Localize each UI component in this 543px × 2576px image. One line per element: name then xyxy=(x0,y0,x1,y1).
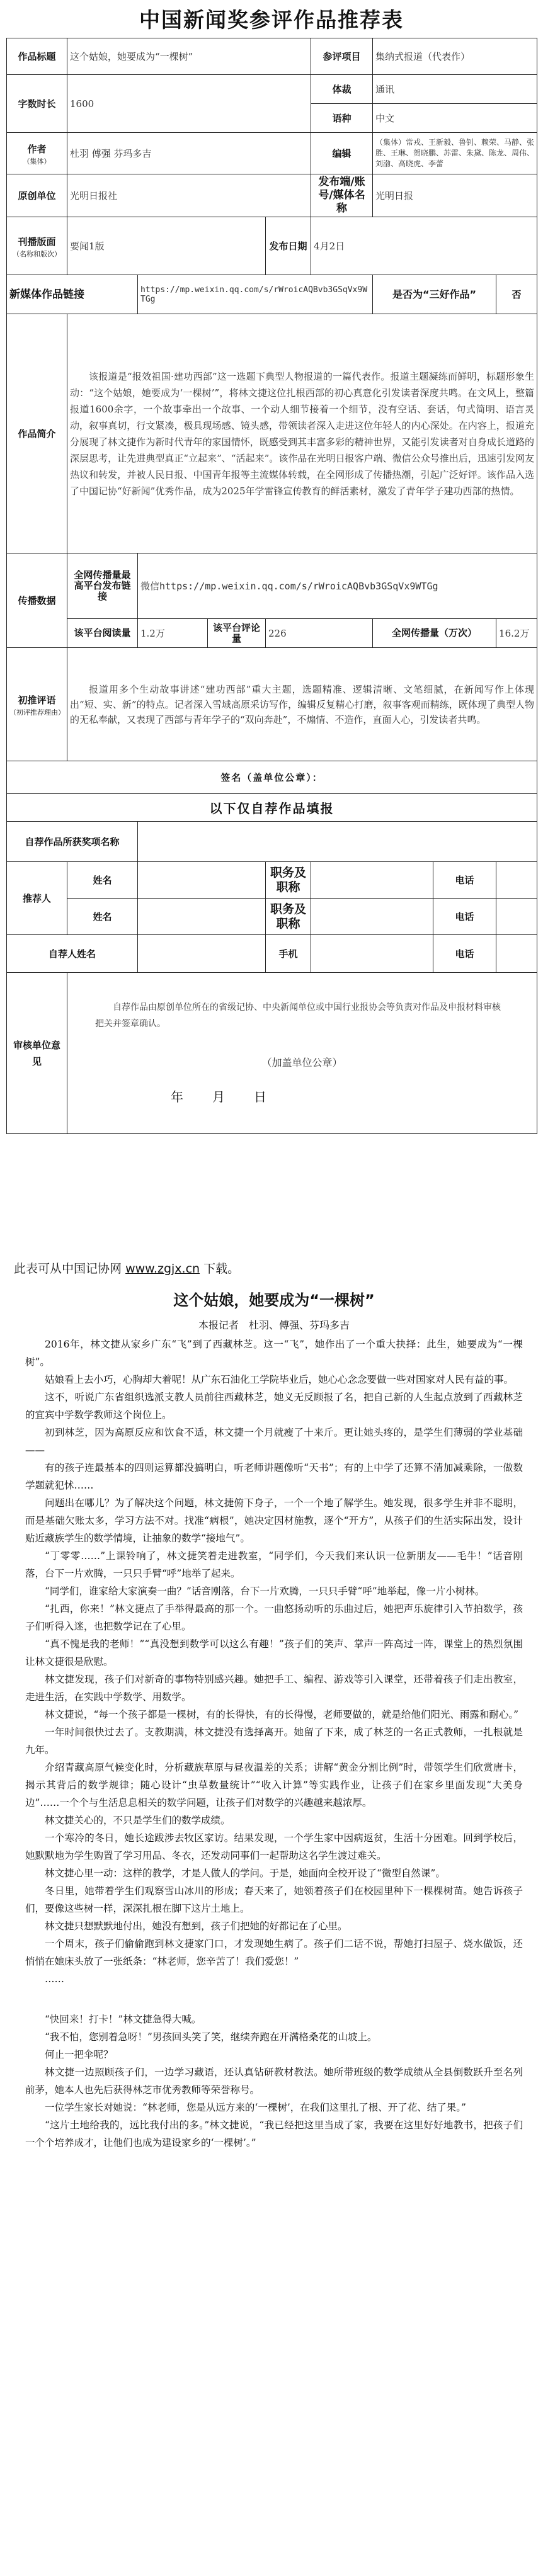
work-title-value: 这个姑娘，她要成为“一棵树” xyxy=(67,38,311,75)
date-value: 4月2日 xyxy=(311,217,537,275)
reads-label: 该平台阅读量 xyxy=(67,619,138,648)
recommender-phone-label-2: 电话 xyxy=(433,899,496,935)
recommender-name-label-2: 姓名 xyxy=(67,899,138,935)
recommender-name-label-1: 姓名 xyxy=(67,862,138,899)
page-note: （名称和版次） xyxy=(13,250,61,258)
page-value: 要闻1版 xyxy=(67,217,266,275)
date-label: 发布日期 xyxy=(266,217,311,275)
article-paragraph: 一位学生家长对她说：“林老师，您是从远方来的‘一棵树’，在我们这里扎了根、开了花、结了果。” xyxy=(45,2102,466,2113)
article-paragraph: “丁零零……”上课铃响了，林文捷笑着走进教室，“同学们，今天我们来认识一位新朋友——毛牛！”话音刚落，台下一片欢腾，一只只手臂“呼”地举了起来。 xyxy=(25,1550,523,1579)
rec-label: 初推评语 xyxy=(18,695,56,706)
recommender-phone-label-1: 电话 xyxy=(433,862,496,899)
article-paragraph: 一个周末，孩子们偷偷跑到林文捷家门口，才发现她生病了。孩子们二话不说，帮她打扫屋子、烧水做饭，还悄悄在她床头放了一张纸条：“林老师，您辛苦了！我们爱您！” xyxy=(25,1938,523,1967)
reads-value: 1.2万 xyxy=(138,619,208,648)
review-stamp: （加盖单位公章） xyxy=(261,1057,343,1069)
article-title: 这个姑娘，她要成为“一棵树” xyxy=(173,1291,375,1309)
recommender-title-2[interactable] xyxy=(311,899,433,935)
spread-total-label: 全网传播量最高平台发布链接 xyxy=(67,553,138,619)
recommender-name-1[interactable] xyxy=(138,862,266,899)
article-paragraph: 初到林芝，因为高原反应和饮食不适，林文捷一个月就瘦了十来斤。更让她头疼的，是学生们薄弱的学业基础—— xyxy=(25,1427,523,1456)
rec-label-cell xyxy=(7,648,67,761)
article-paragraph: 有的孩子连最基本的四则运算都没搞明白，听老师讲题像听“天书”；有的上中学了还算不清加减乘除，一做数学题就犯怵…… xyxy=(25,1462,523,1491)
award-label: 自荐作品所获奖项名称 xyxy=(7,822,138,862)
editor-label: 编辑 xyxy=(311,133,373,174)
link-label: 新媒体作品链接 xyxy=(7,275,138,314)
recommender-title-label-2: 职务及职称 xyxy=(266,899,311,935)
self-phone-value[interactable] xyxy=(496,935,537,973)
article-paragraph: “我不怕，您别着急呀！”男孩回头笑了笑，继续奔跑在开满格桑花的山坡上。 xyxy=(45,2031,377,2043)
total-label: 全网传播量（万次） xyxy=(373,619,496,648)
article-paragraph: 林文捷关心的，不只是学生们的数学成绩。 xyxy=(45,1815,231,1826)
article-gap xyxy=(25,1988,523,2011)
category-label: 参评项目 xyxy=(311,38,373,75)
article-paragraph: 林文捷发现，孩子们对新奇的事物特别感兴趣。她把手工、编程、游戏等引入课堂，还带着孩子们走出教室，走进生活，在实践中学数学、用数学。 xyxy=(25,1674,523,1703)
author-label: 作者 xyxy=(27,144,47,155)
publisher-label: 原创单位 xyxy=(7,174,67,217)
recommender-title-1[interactable] xyxy=(311,862,433,899)
download-prefix: 此表可从中国记协网 xyxy=(14,1262,122,1276)
article-paragraph: “扎西，你来！”林文捷点了手举得最高的那一个。一曲悠扬动听的乐曲过后，她把声乐旋律引入节拍数学，孩子们听得入迷，也把数学记在了心里。 xyxy=(25,1603,523,1632)
form-title: 中国新闻奖参评作品推荐表 xyxy=(139,8,404,32)
spread-link[interactable]: 微信https://mp.weixin.qq.com/s/rWroicAQBvb3GSqVx9WTGg xyxy=(138,553,537,619)
article-paragraph: 一年时间很快过去了。支教期满，林文捷没有选择离开。她留了下来，成了林芝的一名正式教师，一扎根就是九年。 xyxy=(25,1727,523,1756)
intro-text: 该报道是“报效祖国·建功西部”这一选题下典型人物报道的一篇代表作。报道主题凝练而鲜明，标题形象生动：“这个姑娘，她要成为‘一棵树’”，将林文捷这位扎根西部的初心真意化引发读者深度共鸣。在文风上，整篇报道1600余字，一个故事牵出一个故事、一个动人细节接着一个细节，没有空话、套话，句式简明、语言灵动，叙事真切，行文紧凑，极具现场感、镜头感，带领读者深入走进这位年轻人的内心深处。在内容上，报道充分展现了林文捷作为新时代青年的家国情怀，既感受到其丰富多彩的精神世界，又能引发读者对自身成长道路的深层思考，让先进典型真正“立起来”、“活起来”。该作品在光明日报客户端、微信公众号推出后，迅速引发网友热议和转发，并被人民日报、中国青年报等主流媒体转载，在全网形成了传播热潮，引起广泛好评。该作品入选了中国记协“好新闻”优秀作品，成为2025年学雷锋宣传教育的鲜活素材，激发了青年学子建功西部的热情。 xyxy=(67,314,537,553)
self-name-value[interactable] xyxy=(138,935,266,973)
author-note: （集体） xyxy=(23,157,51,166)
intro-label: 作品简介 xyxy=(7,314,67,553)
article-paragraph: “快回来！打卡！”林文捷急得大喊。 xyxy=(45,2014,202,2025)
review-date: 年 月 日 xyxy=(171,1089,268,1104)
article-byline: 本报记者 杜羽、傅强、芬玛多吉 xyxy=(198,1319,350,1331)
article-paragraph: 林文捷心里一动：这样的教学，才是人做人的学问。于是，她面向全校开设了“微型自然课”。 xyxy=(45,1868,445,1879)
rec-note: （初评推荐理由） xyxy=(9,708,65,717)
recommender-phone-1[interactable] xyxy=(496,862,537,899)
article-paragraph: 介绍青藏高原气候变化时，分析藏族草原与昼夜温差的关系；讲解“黄金分割比例”时，带领学生们欣赏唐卡，揭示其背后的数学规律；随心设计“虫草数量统计”“收入计算”等实践作业，让孩子们在家乡里面发现“大美身边”……一个个与生活息息相关的数学问题，让孩子们对数学的兴趣越来越浓厚。 xyxy=(25,1762,523,1808)
category-value: 集纳式报道（代表作） xyxy=(373,38,537,75)
recommender-phone-2[interactable] xyxy=(496,899,537,935)
page-label-cell xyxy=(7,217,67,275)
article-paragraph: …… xyxy=(45,1973,64,1985)
article-paragraph: “这片土地给我的，远比我付出的多。”林文捷说，“我已经把这里当成了家，我要在这里好好地教书，把孩子们一个个培养成才，让他们也成为建设家乡的‘一棵树’。” xyxy=(25,2119,523,2148)
article-paragraph: 林文捷说，“每一个孩子都是一棵树，有的长得快，有的长得慢，老师要做的，就是给他们阳光、雨露和耐心。” xyxy=(45,1709,519,1720)
article-paragraph: 何止一把伞呢？ xyxy=(45,2049,113,2060)
article-paragraph: 2016年，林文捷从家乡广东“飞”到了西藏林芝。这一“飞”，她作出了一个重大抉择：此生，她要成为“一棵树”。 xyxy=(25,1339,523,1368)
rec-text: 报道用多个生动故事讲述“建功西部”重大主题，选题精准、逻辑清晰、文笔细腻，在新闻写作上体现出“短、实、新”的特点。记者深入雪域高原采访写作，编辑反复精心打磨，叙事客观而精练，既体现了典型人物的无私奉献，又表现了西部与青年学子的“双向奔赴”，不煽情、不造作，直面人心，引发读者共鸣。 xyxy=(67,648,537,761)
download-suffix: 下载。 xyxy=(203,1262,240,1276)
three-good-label: 是否为“三好作品” xyxy=(373,275,496,314)
genre-value: 通讯 xyxy=(373,75,537,104)
page-label: 刊播版面 xyxy=(18,236,56,247)
recommendation-form xyxy=(6,38,537,1134)
comments-label: 该平台评论量 xyxy=(208,619,266,648)
language-label: 语种 xyxy=(311,104,373,133)
comments-value: 226 xyxy=(266,619,373,648)
article-paragraph: 林文捷只想默默地付出，她没有想到，孩子们把她的好都记在了心里。 xyxy=(45,1921,348,1932)
author-value: 杜羽 傅强 芬玛多吉 xyxy=(67,133,311,174)
media-label: 发布端/账号/媒体名称 xyxy=(311,174,373,217)
recommender-name-2[interactable] xyxy=(138,899,266,935)
word-count-value: 1600 xyxy=(67,75,311,133)
recommender-label: 推荐人 xyxy=(7,862,67,935)
publisher-value: 光明日报社 xyxy=(67,174,311,217)
self-only-heading: 以下仅自荐作品填报 xyxy=(7,794,537,822)
sign-line: 签名（盖单位公章）： xyxy=(7,761,537,794)
article xyxy=(25,1288,523,2152)
review-cell xyxy=(67,973,537,1134)
article-paragraph: “真不愧是我的老师！”“真没想到数学可以这么有趣！”孩子们的笑声、掌声一阵高过一阵，课堂上的热烈氛围让林文捷很是欣慰。 xyxy=(25,1638,523,1667)
media-value: 光明日报 xyxy=(373,174,537,217)
article-paragraph: 林文捷一边照顾孩子们，一边学习藏语，还认真钻研教材教法。她所带班级的数学成绩从全县倒数跃升至名列前茅，她本人也先后获得林芝市优秀教师等荣誉称号。 xyxy=(25,2067,523,2096)
self-name-label: 自荐人姓名 xyxy=(7,935,138,973)
article-paragraph: 问题出在哪儿？为了解决这个问题，林文捷俯下身子，一个一个地了解学生。她发现，很多学生并非不聪明，而是基础欠账太多，学习方法不对。找准“病根”，她决定因材施教，逐个“开方”，从孩子们的生活实际出发，设计贴近藏族学生的数学情境，让抽象的数学“接地气”。 xyxy=(25,1497,523,1544)
download-note xyxy=(14,1259,239,1276)
language-value: 中文 xyxy=(373,104,537,133)
link-value[interactable]: https://mp.weixin.qq.com/s/rWroicAQBvb3GSqVx9WTGg xyxy=(138,275,373,314)
article-paragraph: 这不，听说广东省组织选派支教人员前往西藏林芝，她义无反顾报了名，把自己新的人生起点放到了西藏林芝的宜宾中学数学教师这个岗位上。 xyxy=(25,1392,523,1421)
total-value: 16.2万 xyxy=(496,619,537,648)
download-link[interactable]: www.zgjx.cn xyxy=(125,1262,200,1276)
mobile-label: 手机 xyxy=(266,935,311,973)
self-phone-label: 电话 xyxy=(433,935,496,973)
three-good-value: 否 xyxy=(496,275,537,314)
award-value[interactable] xyxy=(138,822,537,862)
article-paragraph: “同学们，谁家给大家演奏一曲？”话音刚落，台下一片欢腾，一只只手臂“呼”地举起，像一片小树林。 xyxy=(45,1586,485,1597)
review-note: 自荐作品由原创单位所在的省级记协、中央新闻单位或中国行业报协会等负责对作品及申报材料审核把关并签章确认。 xyxy=(95,1002,501,1029)
article-paragraph: 冬日里，她带着学生们观察雪山冰川的形成；春天来了，她领着孩子们在校园里种下一棵棵树苗。她告诉孩子们，要像这些树一样，深深扎根在脚下这片土地上。 xyxy=(25,1885,523,1914)
article-paragraph: 一个寒冷的冬日，她长途跋涉去牧区家访。结果发现，一个学生家中因病返贫，生活十分困难。回到学校后，她默默地为学生购置了学习用品、冬衣，还发动同事们一起帮助这名学生渡过难关。 xyxy=(25,1832,523,1861)
work-title-label: 作品标题 xyxy=(7,38,67,75)
article-paragraph: 姑娘看上去小巧，心胸却大着呢！从广东石油化工学院毕业后，她心心念念要做一些对国家对人民有益的事。 xyxy=(45,1374,514,1385)
editor-value: （集体）常戎、王新毅、鲁钊、赖荣、马静、张胜、王琳、贺晓鹏、苏雷、朱黛、陈龙、周伟、刘渤、高晓虎、李蕾 xyxy=(373,133,537,174)
review-label: 审核单位意见 xyxy=(7,973,67,1134)
word-count-label: 字数时长 xyxy=(7,75,67,133)
spread-label: 传播数据 xyxy=(7,553,67,648)
author-label-cell xyxy=(7,133,67,174)
mobile-value[interactable] xyxy=(311,935,433,973)
genre-label: 体裁 xyxy=(311,75,373,104)
recommender-title-label-1: 职务及职称 xyxy=(266,862,311,899)
